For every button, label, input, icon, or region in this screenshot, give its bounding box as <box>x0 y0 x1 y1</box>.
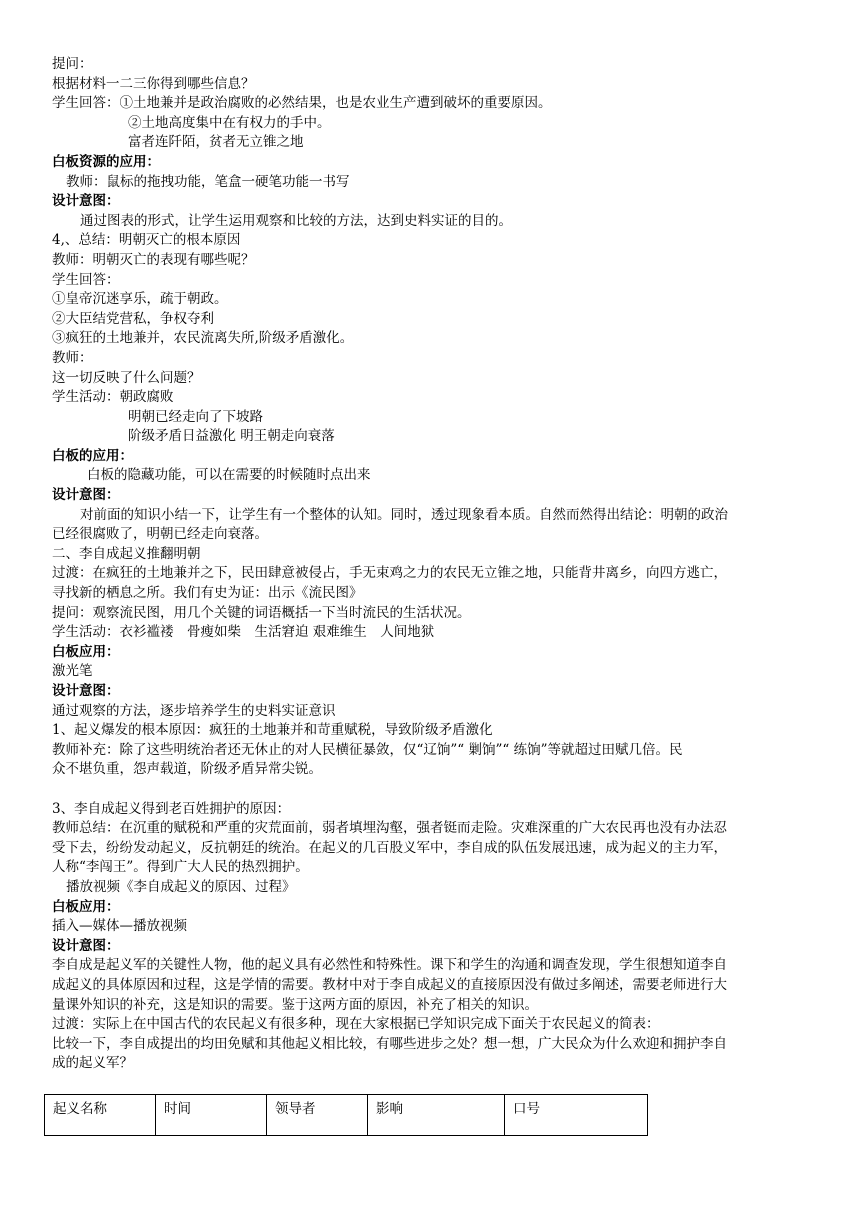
section-heading: 白板资源的应用： <box>52 153 160 170</box>
text-line: 寻找新的栖息之所。我们有史为证：出示《流民图》 <box>52 585 363 602</box>
section-heading: 设计意图： <box>52 193 120 210</box>
text-line: 阶级矛盾日益激化 明王朝走向衰落 <box>128 428 335 445</box>
text-line: 学生回答：①土地兼并是政治腐败的必然结果，也是农业生产遭到破坏的重要原因。 <box>52 95 552 112</box>
text-line: 已经很腐败了，明朝已经走向衰落。 <box>52 526 268 543</box>
text-line: 受下去，纷纷发动起义，反抗朝廷的统治。在起义的几百股义军中，李自成的队伍发展迅速，成为起义的主力军， <box>52 839 727 856</box>
section-heading: 白板应用： <box>52 898 120 915</box>
text-line: 激光笔 <box>52 663 93 680</box>
text-line: 提问：观察流民图，用几个关键的词语概括一下当时流民的生活状况。 <box>52 604 471 621</box>
text-line: 通过观察的方法，逐步培养学生的史料实证意识 <box>52 702 336 719</box>
section-heading: 白板应用： <box>52 643 120 660</box>
text-line: 明朝已经走向了下坡路 <box>128 408 263 425</box>
text-line: ②大臣结党营私，争权夺利 <box>52 310 214 327</box>
table-header-row <box>45 1095 648 1136</box>
table-header-cell: 口号 <box>505 1095 648 1136</box>
text-line: 成起义的具体原因和过程，这是学情的需要。教材中对于李自成起义的直接原因没有做过多阐述，需要老师进行大 <box>52 976 727 993</box>
text-line: 教师： <box>52 349 93 366</box>
text-line: 教师：鼠标的拖拽功能，笔盒一硬笔功能一书写 <box>66 173 350 190</box>
text-line: 学生回答： <box>52 271 120 288</box>
text-line: 富者连阡陌，贫者无立锥之地 <box>128 134 304 151</box>
text-line: 3、李自成起义得到老百姓拥护的原因： <box>52 800 291 817</box>
document-body <box>52 55 812 1074</box>
text-line: 这一切反映了什么问题？ <box>52 369 201 386</box>
text-line: 插入—媒体—播放视频 <box>52 918 187 935</box>
uprising-summary-table <box>44 1094 648 1136</box>
text-line: 通过图表的形式，让学生运用观察和比较的方法，达到史料实证的目的。 <box>80 212 512 229</box>
text-line: 4,、总结：明朝灭亡的根本原因 <box>52 232 241 249</box>
section-heading: 设计意图： <box>52 487 120 504</box>
text-line: ③疯狂的土地兼并，农民流离失所,阶级矛盾激化。 <box>52 330 354 347</box>
text-line: 二、李自成起义推翻明朝 <box>52 545 201 562</box>
section-heading: 设计意图： <box>52 937 120 954</box>
text-line: 量课外知识的补充，这是知识的需要。鉴于这两方面的原因，补充了相关的知识。 <box>52 996 538 1013</box>
text-line: 学生活动：朝政腐败 <box>52 389 174 406</box>
text-line: 李自成是起义军的关键性人物，他的起义具有必然性和特殊性。课下和学生的沟通和调查发现，学生很想知道李自 <box>52 957 727 974</box>
text-line: 白板的隐藏功能，可以在需要的时候随时点出来 <box>87 467 371 484</box>
text-line: 学生活动：衣衫褴褛 骨瘦如柴 生活窘迫 艰难维生 人间地狱 <box>52 624 435 641</box>
table-header-cell: 领导者 <box>267 1095 368 1136</box>
section-heading: 设计意图： <box>52 683 120 699</box>
text-line: ①皇帝沉迷享乐，疏于朝政。 <box>52 291 228 308</box>
table-header-cell: 影响 <box>368 1095 505 1136</box>
text-line: 播放视频《李自成起义的原因、过程》 <box>66 878 296 895</box>
text-line: 1、起义爆发的根本原因：疯狂的土地兼并和苛重赋税，导致阶级矛盾激化 <box>52 722 493 739</box>
text-line: 人称“李闯王”。得到广大人民的热烈拥护。 <box>52 859 309 876</box>
text-line: 教师：明朝灭亡的表现有哪些呢？ <box>52 251 255 268</box>
text-line: 对前面的知识小结一下，让学生有一个整体的认知。同时，透过现象看本质。自然而然得出结论：明朝的政治 <box>80 506 728 523</box>
blank-line <box>52 780 812 800</box>
text-line: 成的起义军？ <box>52 1055 133 1072</box>
text-line: ②土地高度集中在有权力的手中。 <box>128 114 331 131</box>
text-line: 过渡：在疯狂的土地兼并之下，民田肆意被侵占，手无束鸡之力的农民无立锥之地，只能背井离乡，向四方逃亡， <box>52 565 727 582</box>
text-line: 根据材料一二三你得到哪些信息？ <box>52 75 255 92</box>
text-line: 教师补充：除了这些明统治者还无休止的对人民横征暴敛，仅“辽饷”“ 剿饷”“ 练饷”等就超过田赋几倍。民 <box>52 741 683 758</box>
text-line: 提问： <box>52 56 93 72</box>
table-header-cell: 起义名称 <box>45 1095 156 1136</box>
text-line: 众不堪负重，怨声载道，阶级矛盾异常尖锐。 <box>52 761 322 778</box>
section-heading: 白板的应用： <box>52 447 133 464</box>
text-line: 教师总结：在沉重的赋税和严重的灾荒面前，弱者填埋沟壑，强者铤而走险。灾难深重的广大农民再也没有办法忍 <box>52 820 727 837</box>
text-line: 过渡：实际上在中国古代的农民起义有很多种，现在大家根据已学知识完成下面关于农民起义的简表： <box>52 1016 660 1033</box>
text-line: 比较一下，李自成提出的均田免赋和其他起义相比较，有哪些进步之处？想一想，广大民众为什么欢迎和拥护李自 <box>52 1035 727 1052</box>
table-header-cell: 时间 <box>156 1095 267 1136</box>
